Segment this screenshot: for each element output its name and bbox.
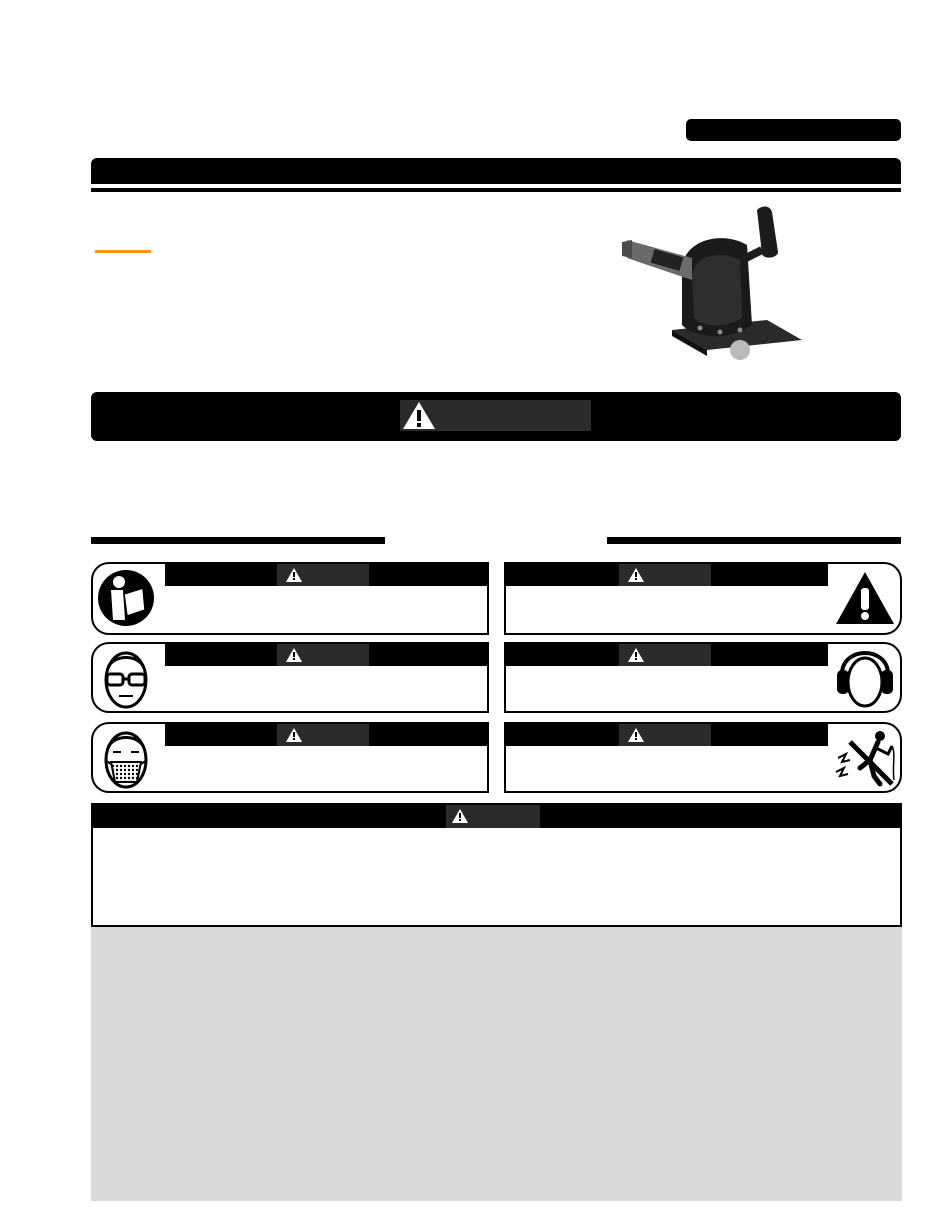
section-rule-right [607,537,901,544]
card-warning-chip [619,564,711,586]
safety-card-ear-protection [504,642,902,713]
safety-card-read-manual [91,562,489,635]
card-warning-chip [277,564,369,586]
warning-banner-label [400,400,591,431]
warning-triangle-icon [286,568,302,582]
ear-protection-icon [830,644,900,712]
warning-triangle-icon [628,568,644,582]
safety-card-general-warning [504,562,902,635]
info-panel [91,927,902,1201]
general-warning-icon [830,564,900,632]
warning-triangle-icon [286,728,302,742]
safety-card-eye-protection [91,642,489,713]
read-manual-icon [91,564,161,632]
card-warning-chip [277,724,369,746]
safety-card-respiratory-protection [91,722,489,793]
card-warning-chip [619,644,711,666]
warning-triangle-icon [402,401,436,430]
warning-triangle-icon [452,809,468,823]
card-warning-chip [619,724,711,746]
warning-triangle-icon [628,728,644,742]
title-underline [91,188,901,192]
warning-triangle-icon [286,648,302,662]
wall-chaser-product-image [612,200,818,360]
caution-box-chip [446,805,540,828]
header-pill [686,119,901,141]
safety-card-electric-shock [504,722,902,793]
eye-protection-icon [91,644,161,712]
respirator-icon [91,724,161,792]
accent-rule [95,250,151,253]
warning-triangle-icon [628,648,644,662]
title-bar [91,158,901,184]
electric-shock-icon [830,724,900,792]
card-warning-chip [277,644,369,666]
section-rule-left [91,537,385,544]
